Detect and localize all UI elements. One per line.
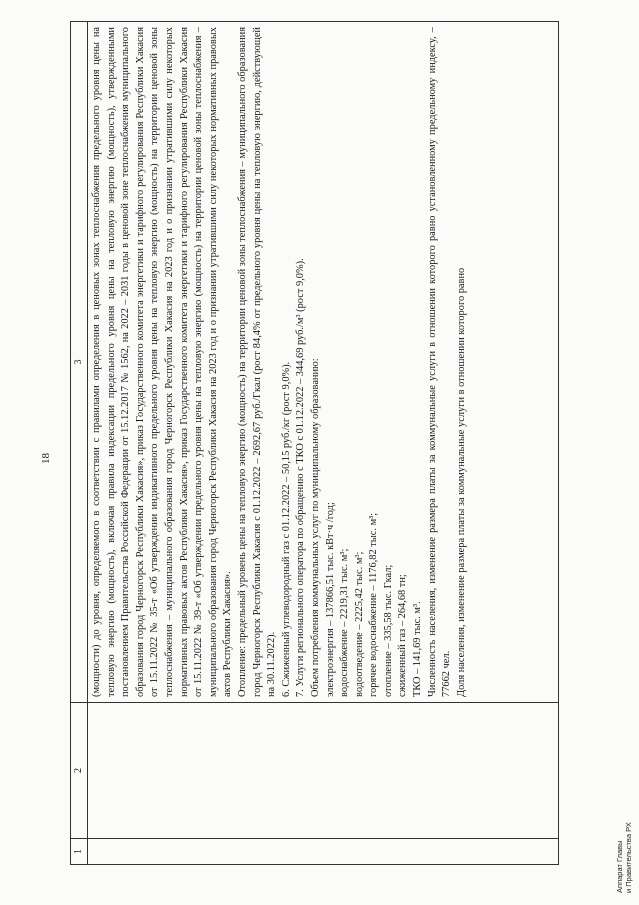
paragraph-legal-basis: (мощности) до уровня, определяемого в соответствии с правилами определения в ценовых зонах теплоснабжения предельного уровня цены на тепловую энергию (мощность), включая правила индексации предельного уровня цены на тепловую энергию (мощность), утвержденными постановлением Правительства Российской Федерации от 15.12.2017 № 1562, на 2022 – 2031 годы в ценовой зоне теплоснабжения муниципального образования город Черногорск Республики Хакасия», приказ Государственного комитета энергетики и тарифного регулирования Республики Хакасия от 15.11.2022 № 35-т «Об утверждении индикативного предельного уровня цены на тепловую энергию (мощность) на территории ценовой зоны теплоснабжения – муниципального образования город Черногорск Республики Хакасия на 2023 год и о признании утратившими силу некоторых нормативных правовых актов Республики Хакасия», приказ Государственного комитета энергетики и тарифного регулирования Республики Хакасия от 15.11.2022 № 39-т «Об утверждении предельного уровня цены на тепловую энергию (мощность) на территории ценовой зоны теплоснабжения – муниципального образования город Черногорск Республики Хакасия на 2023 год и о признании утратившими силу некоторых нормативных правовых актов Республики Хакасия». — [91, 27, 234, 697]
paragraph-lpg-volume: сжиженный газ – 264,68 тн; — [397, 574, 409, 697]
column-1-cell — [88, 839, 559, 865]
paragraph-heating-volume: отопление – 335,58 тыс. Гкал; — [382, 564, 394, 697]
column-header-2: 2 — [71, 703, 88, 839]
paragraph-heating: Отопление: предельный уровень цены на тепловую энергию (мощность) на территории ценовой зоны теплоснабжения – муниципального образования город Черногорск Республики Хакасия с 01.12.2022 – 2692,67 руб./Гкал (рост 84,4% от предельного уровня цены на тепловую энергию, действующей на 30.11.2022). — [236, 27, 278, 697]
document-table — [70, 21, 559, 865]
paragraph-water-supply: водоснабжение – 2219,31 тыс. м³; — [339, 548, 351, 697]
column-2-cell — [88, 703, 559, 839]
paragraph-population-share: Доля населения, изменение размера платы за коммунальные услуги в отношении которого равно — [455, 267, 467, 697]
paragraph-tko-volume: ТКО – 141,69 тыс. м³. — [412, 601, 424, 697]
column-3-cell — [88, 22, 559, 703]
stamp-line-1: Аппарат Главы — [615, 840, 624, 893]
paragraph-electricity: электроэнергия – 137866,51 тыс. кВт·ч /год; — [324, 502, 336, 697]
cell-text — [88, 22, 471, 702]
column-header-3: 3 — [71, 22, 88, 703]
paragraph-consumption-heading: Объем потребления коммунальных услуг по муниципальному образованию: — [309, 358, 321, 697]
paragraph-population: Численность населения, изменение размера платы за коммунальные услуги в отношении которого равно установленному предельному индексу, – 77662 чел. — [426, 27, 453, 697]
page-number: 18 — [40, 453, 52, 464]
paragraph-sewerage: водоотведение – 2225,42 тыс. м³; — [353, 551, 365, 697]
column-header-1: 1 — [71, 839, 88, 865]
office-stamp — [615, 822, 633, 893]
table-header-row — [71, 22, 88, 865]
paragraph-tko-services: 7. Услуги регионального оператора по обращению с ТКО с 01.12.2022 – 344,69 руб./м³ (рост 9,0%). — [295, 258, 307, 697]
paragraph-lpg: 6. Сжиженный углеводородный газ с 01.12.2022 – 50,15 руб./кг (рост 9,0%). — [280, 361, 292, 697]
paragraph-hot-water: горячее водоснабжение – 1176,82 тыс. м³; — [368, 512, 380, 697]
stamp-line-2: и Правительства РХ — [624, 822, 633, 893]
table-body-row — [88, 22, 559, 865]
